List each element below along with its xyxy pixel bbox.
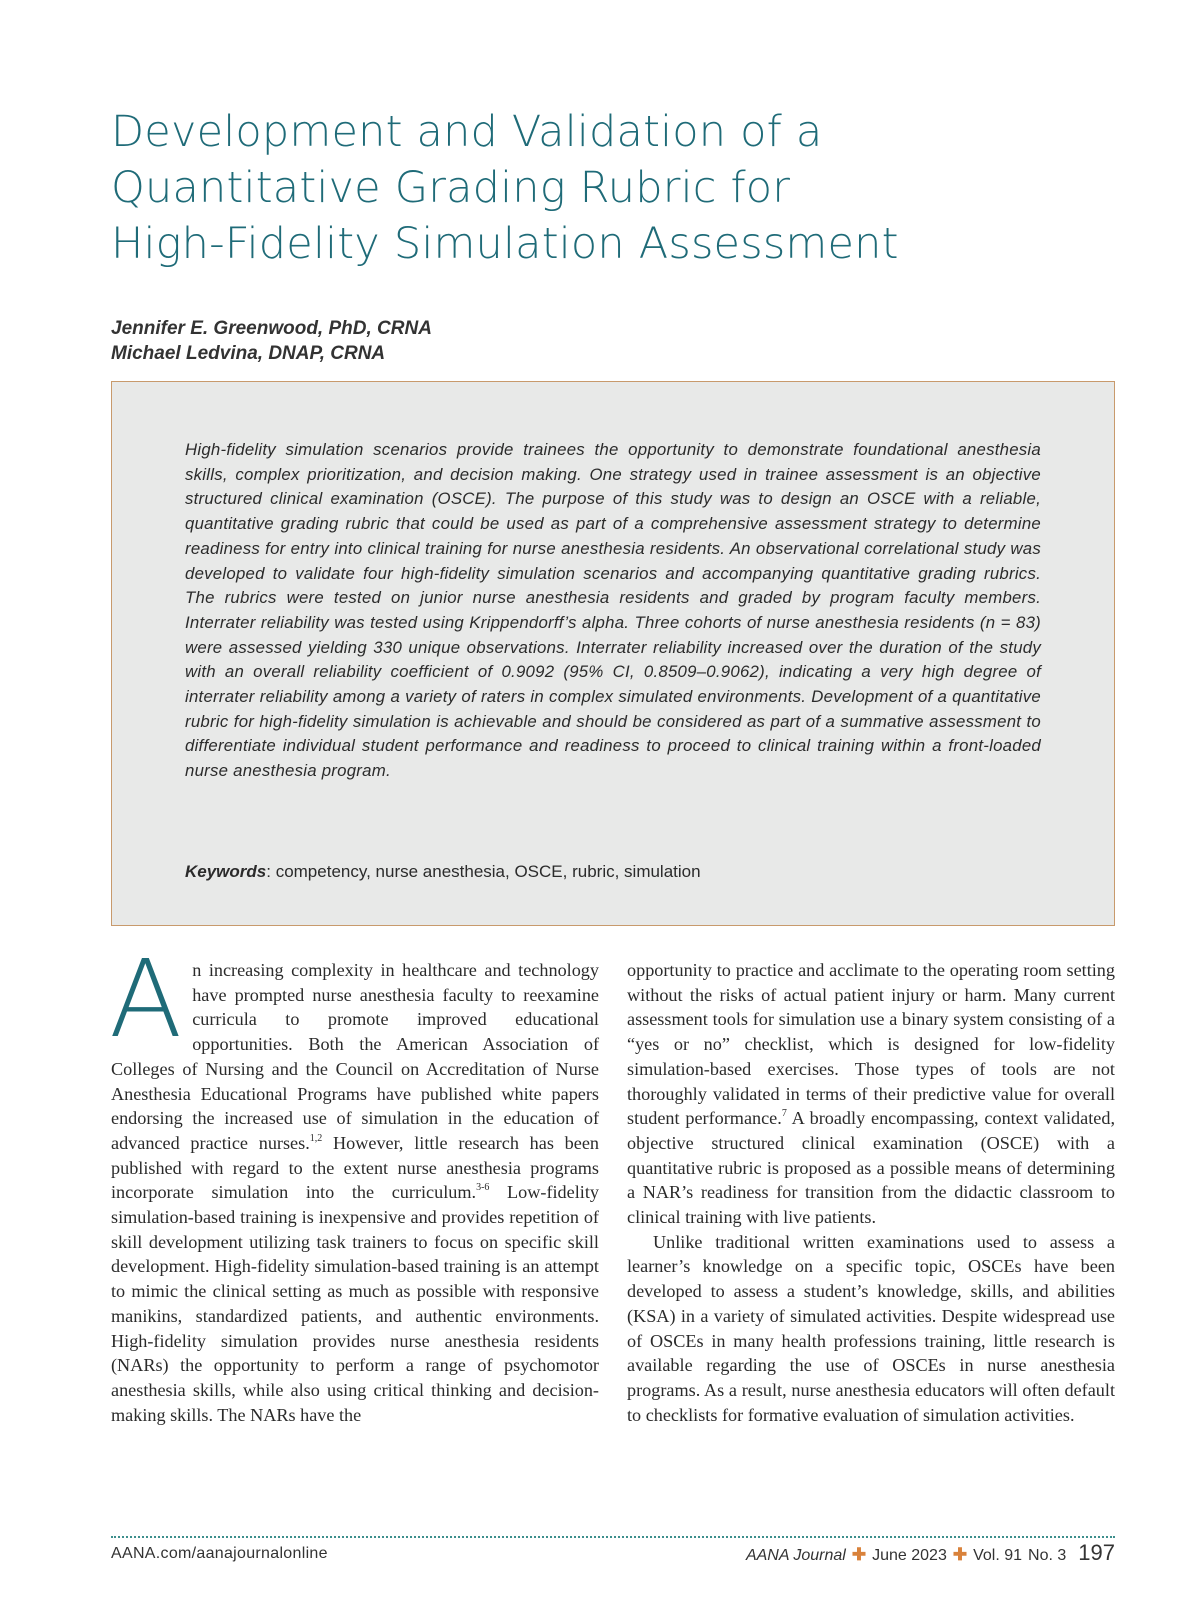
keywords-list: : competency, nurse anesthesia, OSCE, rubric, simulation [266, 862, 701, 881]
author: Jennifer E. Greenwood, PhD, CRNA [111, 318, 432, 339]
body-column-right [627, 958, 1115, 1427]
body-paragraph [109, 938, 599, 1427]
volume: Vol. 91 [973, 1547, 1023, 1564]
body-paragraph: Unlike traditional written examinations used to assess a learner’s knowledge on a specific topic, OSCEs have been developed to assess a student’s knowledge, skills, and abilities (KSA) in a variety of simulated activities. Despite widespread use of OSCEs in many health professions training, little research is available regarding the use of OSCEs in nurse anesthesia programs. As a result, nurse anesthesia educators will often default to checklists for formative evaluation of simulation activities. [627, 1231, 1115, 1425]
body-text: n increasing complexity in healthcare and technology have prompted nurse anesthesia faculty to reexamine curricula to promote improved educational opportunities. Both the American Association of Colleges of Nursing and the Council on Accreditation of Nurse Anesthesia Educational Programs have published white papers endorsing the increased use of simulation in the education of advanced practice nurses. [111, 960, 599, 1153]
body-text: opportunity to practice and acclimate to the operating room setting without the risks of actual patient injury or harm. Many current assessment tools for simulation use a binary system consisting of a “yes or no” checklist, which is designed for low-fidelity simulation-based exercises. Those types of tools are not thoroughly validated in terms of their predictive value for overall student performance. [627, 960, 1115, 1129]
author-list [111, 316, 432, 366]
citation: 1,2 [309, 1132, 323, 1144]
body-text: However, little research has been published with regard to the extent nurse anesthesia programs incorporate simulation into the curriculum. [111, 1132, 599, 1203]
citation: 3-6 [476, 1182, 490, 1194]
footer-divider [111, 1536, 1115, 1538]
cross-separator-icon: ✚ [851, 1545, 867, 1564]
title-line: High-Fidelity Simulation Assessment [111, 219, 899, 269]
drop-cap: A [109, 938, 183, 1062]
cross-separator-icon: ✚ [952, 1545, 968, 1564]
journal-name: AANA Journal [745, 1547, 846, 1564]
abstract-box [111, 381, 1115, 926]
article-title [111, 104, 1091, 272]
abstract-text: High-fidelity simulation scenarios provide trainees the opportunity to demonstrate foundational anesthesia skills, complex prioritization, and decision making. One strategy used in trainee assessment is an objective structured clinical examination (OSCE). The purpose of this study was to design an OSCE with a reliable, quantitative grading rubric that could be used as part of a comprehensive assessment strategy to determine readiness for entry into clinical training for nurse anesthesia residents. An observational correlational study was developed to validate four high-fidelity simulation scenarios and accompanying quantitative grading rubrics. The rubrics were tested on junior nurse anesthesia residents and graded by program faculty members. Interrater reliability was tested using Krippendorff’s alpha. Three cohorts of nurse anesthesia residents (n = 83) were assessed yielding 330 unique observations. Interrater reliability increased over the duration of the study with an overall reliability coefficient of 0.9092 (95% CI, 0.8509–0.9062), indicating a very high degree of interrater reliability among a variety of raters in complex simulated environments. Development of a quantitative rubric for high-fidelity simulation is achievable and should be considered as part of a summative assessment to differentiate individual student performance and readiness to proceed to clinical training within a front-loaded nurse anesthesia program. [185, 440, 1041, 781]
issue-date: June 2023 [872, 1547, 947, 1564]
footer-website[interactable]: AANA.com/aanajournalonline [111, 1545, 328, 1562]
page-number: 197 [1078, 1540, 1115, 1565]
body-paragraph [627, 958, 1115, 1230]
body-text: A broadly encompassing, context validated, objective structured clinical examination (OSCE) with a quantitative rubric is proposed as a possible means of determining a NAR’s readiness for transition from the didactic classroom to clinical training with live patients. [627, 1108, 1115, 1228]
citation: 7 [781, 1108, 787, 1120]
title-line: Quantitative Grading Rubric for [111, 163, 791, 213]
title-line: Development and Validation of a [111, 107, 823, 157]
body-text: Low-fidelity simulation-based training is inexpensive and provides repetition of skill development utilizing task trainers to focus on specific skill development. High-fidelity simulation-based training is an attempt to mimic the clinical setting as much as possible with responsive manikins, standardized patients, and authentic environments. High-fidelity simulation provides nurse anesthesia residents (NARs) the opportunity to perform a range of psychomotor anesthesia skills, while also using critical thinking and decision-making skills. The NARs have the [111, 1182, 599, 1425]
keywords-label: Keywords [185, 862, 267, 881]
body-column-left [109, 938, 599, 1427]
author: Michael Ledvina, DNAP, CRNA [111, 343, 386, 364]
issue-number: No. 3 [1028, 1547, 1067, 1564]
footer-citation [746, 1540, 1115, 1566]
keywords [185, 860, 1041, 884]
